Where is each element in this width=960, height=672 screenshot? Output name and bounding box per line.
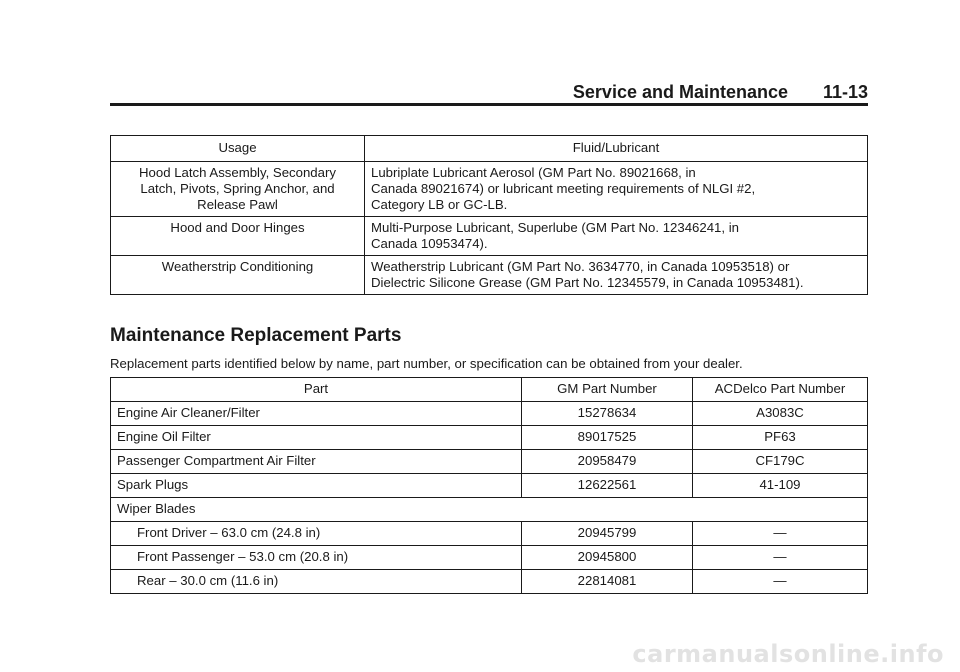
page-number: 11-13 [822, 82, 868, 102]
table-row [111, 162, 868, 217]
table-row [111, 426, 868, 450]
cell-line: Weatherstrip Lubricant (GM Part No. 3634770, in Canada 10953518) or [371, 259, 790, 274]
cell-line: Dielectric Silicone Grease (GM Part No. 12345579, in Canada 10953481). [371, 275, 804, 290]
watermark: carmanualsonline.info [632, 640, 944, 668]
table-row [111, 217, 868, 256]
acdelco-number-cell: — [693, 546, 868, 570]
header-rule [110, 103, 868, 106]
gm-number-cell: 12622561 [522, 474, 693, 498]
table-row [111, 570, 868, 594]
part-cell: Spark Plugs [111, 474, 522, 498]
section-intro: Replacement parts identified below by name, part number, or specification can be obtained from your dealer. [110, 356, 743, 371]
page-header [110, 80, 868, 104]
table-row [111, 546, 868, 570]
cell-line: Category LB or GC-LB. [371, 197, 508, 212]
table-row [111, 450, 868, 474]
cell-line: Canada 89021674) or lubricant meeting requirements of NLGI #2, [371, 181, 756, 196]
section-heading: Maintenance Replacement Parts [110, 325, 402, 346]
acdelco-number-cell: 41-109 [693, 474, 868, 498]
column-header-gm-part-number: GM Part Number [522, 378, 693, 402]
table-row [111, 522, 868, 546]
part-cell: Engine Air Cleaner/Filter [111, 402, 522, 426]
part-cell: Engine Oil Filter [111, 426, 522, 450]
gm-number-cell: 15278634 [522, 402, 693, 426]
usage-cell [111, 256, 365, 295]
cell-line: Release Pawl [197, 197, 278, 212]
fluid-cell [365, 217, 868, 256]
section-title: Service and Maintenance [572, 82, 788, 102]
table-row [111, 256, 868, 295]
column-header-fluid: Fluid/Lubricant [365, 136, 868, 162]
part-cell: Passenger Compartment Air Filter [111, 450, 522, 474]
gm-number-cell: 89017525 [522, 426, 693, 450]
gm-number-cell: 20945799 [522, 522, 693, 546]
acdelco-number-cell: PF63 [693, 426, 868, 450]
gm-number-cell: 20958479 [522, 450, 693, 474]
cell-line: Latch, Pivots, Spring Anchor, and [140, 181, 335, 196]
cell-line: Weatherstrip Conditioning [161, 259, 314, 274]
group-label-cell: Wiper Blades [111, 498, 868, 522]
cell-line: Hood and Door Hinges [170, 220, 305, 235]
gm-number-cell: 22814081 [522, 570, 693, 594]
usage-cell [111, 162, 365, 217]
fluid-cell [365, 162, 868, 217]
column-header-part: Part [111, 378, 522, 402]
table-group-row [111, 498, 868, 522]
acdelco-number-cell: A3083C [693, 402, 868, 426]
part-cell: Front Passenger – 53.0 cm (20.8 in) [111, 546, 522, 570]
column-header-usage: Usage [111, 136, 365, 162]
acdelco-number-cell: CF179C [693, 450, 868, 474]
part-cell: Rear – 30.0 cm (11.6 in) [111, 570, 522, 594]
cell-line: Lubriplate Lubricant Aerosol (GM Part No. 89021668, in [371, 165, 696, 180]
acdelco-number-cell: — [693, 522, 868, 546]
fluids-table [110, 135, 868, 295]
acdelco-number-cell: — [693, 570, 868, 594]
cell-line: Hood Latch Assembly, Secondary [139, 165, 336, 180]
parts-table [110, 377, 868, 594]
table-row [111, 474, 868, 498]
table-header-row [111, 136, 868, 162]
cell-line: Canada 10953474). [371, 236, 488, 251]
table-row [111, 402, 868, 426]
gm-number-cell: 20945800 [522, 546, 693, 570]
table-header-row [111, 378, 868, 402]
cell-line: Multi-Purpose Lubricant, Superlube (GM Part No. 12346241, in [371, 220, 739, 235]
part-cell: Front Driver – 63.0 cm (24.8 in) [111, 522, 522, 546]
usage-cell [111, 217, 365, 256]
fluid-cell [365, 256, 868, 295]
column-header-acdelco-part-number: ACDelco Part Number [693, 378, 868, 402]
